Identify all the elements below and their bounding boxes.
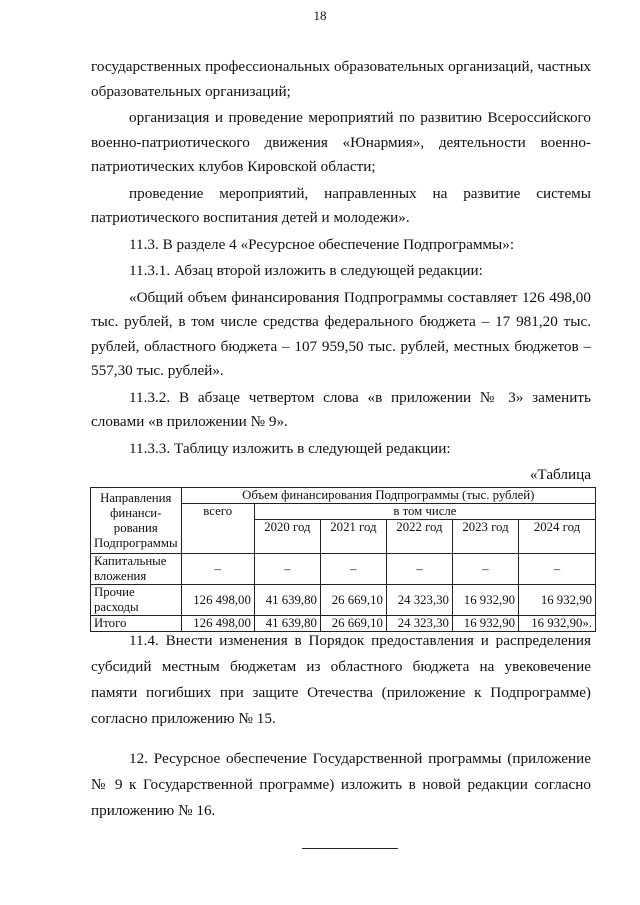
cell-total: 126 498,00 xyxy=(181,616,254,632)
table-title: «Таблица xyxy=(529,466,591,483)
cell: 41 639,80 xyxy=(254,616,320,632)
cell-total: – xyxy=(181,554,254,585)
header-direction: Направления финанси-рования Подпрограммы xyxy=(91,488,182,554)
paragraph: 11.4. Внести изменения в Порядок предоставления и распределения субсидий местным бюджетам из областного бюджета на увековечение памяти погибших при защите Отечества (приложение к Подпрограмме) согласно приложению № 15. xyxy=(91,632,591,727)
cell: – xyxy=(518,554,595,585)
paragraph: 11.3.1. Абзац второй изложить в следующей редакции: xyxy=(129,262,483,279)
cell: 16 932,90 xyxy=(452,585,518,616)
paragraph: проведение мероприятий, направленных на развитие системы патриотического воспитания детей и молодежи». xyxy=(91,184,591,226)
cell: 16 932,90». xyxy=(518,616,595,632)
header-volume: Объем финансирования Подпрограммы (тыс. рублей) xyxy=(181,488,595,504)
header-year: 2024 год xyxy=(518,520,595,554)
body-text-top xyxy=(91,55,591,488)
cell: 26 669,10 xyxy=(320,616,386,632)
paragraph: организация и проведение мероприятий по развитию Всероссийского военно-патриотического движения «Юнармия», деятельности военно-патриотических клубов Кировской области; xyxy=(91,109,591,175)
paragraph: «Общий объем финансирования Подпрограммы составляет 126 498,00 тыс. рублей, в том числе средства федерального бюджета – 17 981,20 тыс. рублей, областного бюджета – 107 959,50 тыс. рублей, местных бюджетов – 557,30 тыс. рублей». xyxy=(91,288,591,379)
paragraph: 11.3. В разделе 4 «Ресурсное обеспечение Подпрограммы»: xyxy=(129,235,515,253)
paragraph: 12. Ресурсное обеспечение Государственной программы (приложение № 9 к Государственной программе) изложить в новой редакции согласно приложению № 16. xyxy=(91,750,591,819)
cell: 24 323,30 xyxy=(386,585,452,616)
cell: – xyxy=(452,554,518,585)
paragraph: 11.3.3. Таблицу изложить в следующей редакции: xyxy=(129,439,451,457)
closing-rule xyxy=(302,848,398,849)
row-name: Итого xyxy=(91,616,182,632)
cell: – xyxy=(320,554,386,585)
header-year: 2021 год xyxy=(320,520,386,554)
cell: 24 323,30 xyxy=(386,616,452,632)
header-including: в том числе xyxy=(254,504,595,520)
cell: – xyxy=(386,554,452,585)
cell: 16 932,90 xyxy=(452,616,518,632)
table-row xyxy=(91,585,596,616)
cell: 26 669,10 xyxy=(320,585,386,616)
cell: 41 639,80 xyxy=(254,585,320,616)
cell: 16 932,90 xyxy=(518,585,595,616)
row-name: Прочие расходы xyxy=(91,585,182,616)
row-name: Капитальные вложения xyxy=(91,554,182,585)
header-year: 2020 год xyxy=(254,520,320,554)
body-text-bottom xyxy=(91,628,591,826)
cell: – xyxy=(254,554,320,585)
header-year: 2023 год xyxy=(452,520,518,554)
header-year: 2022 год xyxy=(386,520,452,554)
page-number: 18 xyxy=(313,8,327,23)
paragraph: 11.3.2. В абзаце четвертом слова «в приложении № 3» заменить словами «в приложении № 9». xyxy=(91,388,591,430)
header-total: всего xyxy=(181,504,254,554)
financing-table xyxy=(90,487,596,632)
cell-total: 126 498,00 xyxy=(181,585,254,616)
paragraph: государственных профессиональных образовательных организаций, частных образовательных организаций; xyxy=(91,58,591,100)
table-row xyxy=(91,554,596,585)
